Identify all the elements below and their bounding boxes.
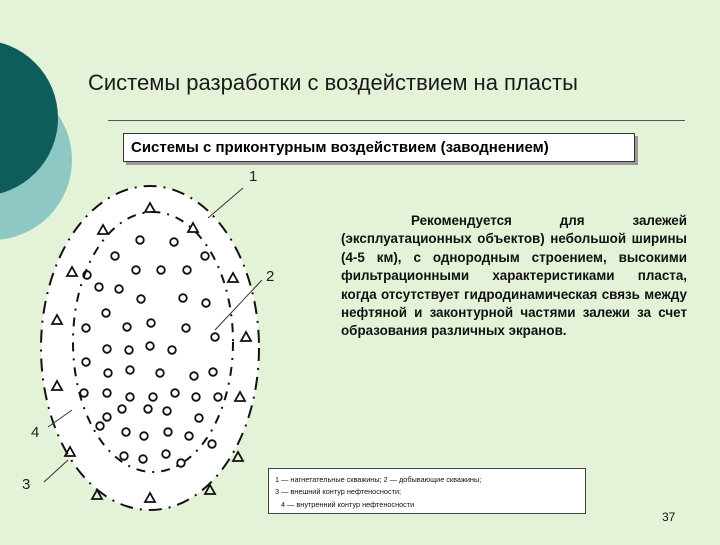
legend-box bbox=[268, 468, 586, 514]
legend-line-2: 3 — внешний контур нефтеносности; bbox=[275, 487, 402, 496]
title-divider bbox=[108, 120, 685, 121]
callout-2-label: 2 bbox=[266, 268, 275, 285]
callout-3-label: 3 bbox=[22, 476, 31, 493]
legend-line-3: 4 — внутренний контур нефтеносности bbox=[281, 500, 415, 509]
legend-line-1: 1 — нагнетательные скважины; 2 — добывающие скважины; bbox=[275, 475, 482, 484]
injection-well-marker bbox=[233, 452, 243, 461]
callout-4-label: 4 bbox=[31, 424, 40, 441]
callout-3-leader bbox=[44, 460, 68, 482]
subtitle-box bbox=[123, 133, 635, 162]
page-number: 37 bbox=[662, 510, 676, 524]
callout-1-label: 1 bbox=[249, 168, 258, 185]
callout-1-leader bbox=[208, 188, 243, 218]
slide-subtitle: Системы с приконтурным воздействием (заводнением) bbox=[131, 139, 549, 156]
slide-title: Системы разработки с воздействием на пласты bbox=[88, 70, 578, 95]
description-text: Рекомендуется для залежей (эксплуатационных объектов) небольшой ширины (4-5 км), с однородным строением, высокими фильтрационными характеристиками пласта, когда отсутствует гидродинамическая связь между нефтяной и законтурной частями залежи за счет образования различных экранов. bbox=[341, 213, 687, 339]
